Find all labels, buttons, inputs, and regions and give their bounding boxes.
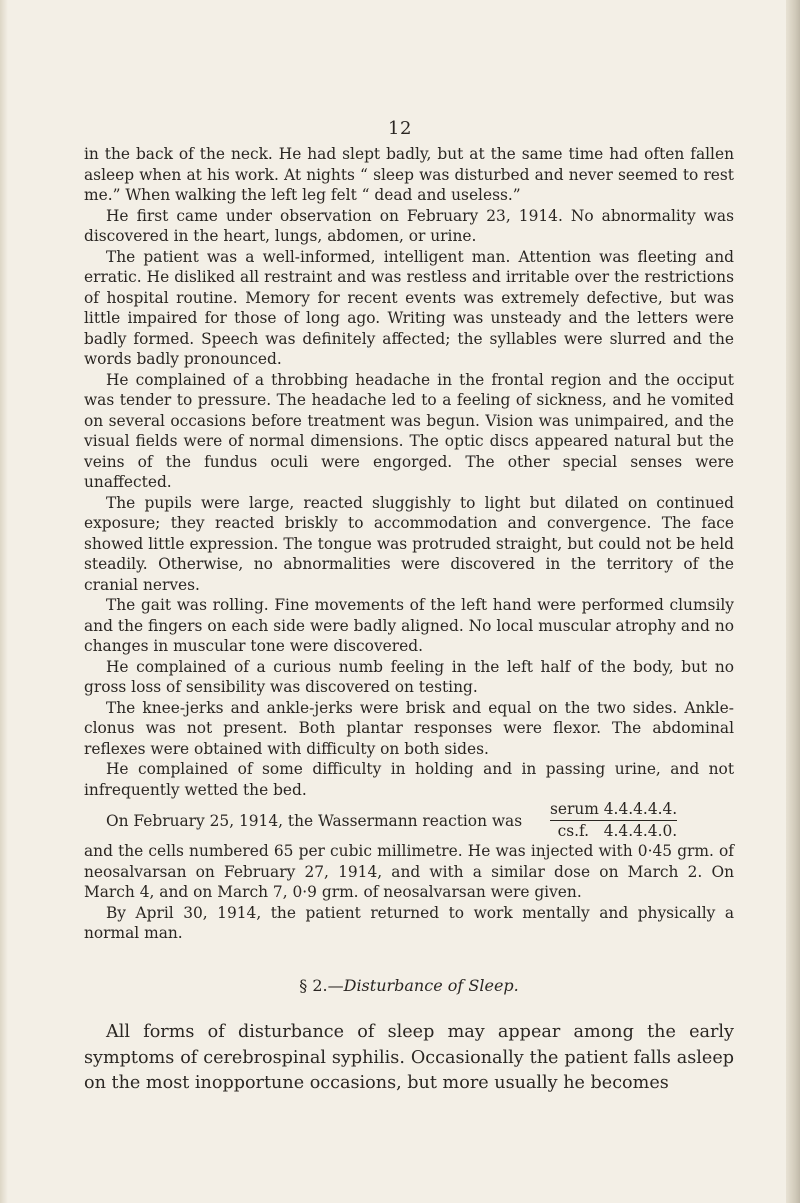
section-title: Disturbance of Sleep. xyxy=(343,975,519,995)
paragraph-treatment: and the cells numbered 65 per cubic millimetre. He was injected with 0·45 grm. of neosalvarsan on February 27, 1914, and with a similar dose on March 2. On March 4, and on March 7, 0·9 grm. of neosalvarsan were given. xyxy=(84,842,734,901)
paragraph-1: in the back of the neck. He had slept badly, but at the same time had often fallen asleep when at his work. At nights “ sleep was disturbed and never seemed to rest me.” When walking the left leg felt “ dead and useless.” xyxy=(84,145,734,204)
paragraph-7: He complained of a curious numb feeling in the left half of the body, but no gross loss of sensibility was discovered on testing. xyxy=(84,657,734,696)
section-paragraph: All forms of disturbance of sleep may appear among the early symptoms of cerebrospinal syphilis. Occasionally the patient falls asleep on the most inopportune occasions, but more usually he becomes xyxy=(84,1022,734,1093)
fraction-numerator: serum 4.4.4.4.4. xyxy=(550,800,677,821)
page-edge-right xyxy=(786,0,800,1203)
paragraph-9: He complained of some difficulty in holding and in passing urine, and not infrequently wetted the bed. xyxy=(84,760,734,799)
paragraph-outcome: By April 30, 1914, the patient returned to work mentally and physically a normal man. xyxy=(84,903,734,942)
section-heading xyxy=(84,976,734,997)
page-edge-left xyxy=(0,0,8,1203)
formula-lead-text: On February 25, 1914, the Wassermann reaction was xyxy=(106,812,523,830)
page-number: 12 xyxy=(388,118,412,139)
paragraph-3: The patient was a well-informed, intelligent man. Attention was fleeting and erratic. He disliked all restraint and was restless and irritable over the restrictions of hospital routine. Memory for recent events was extremely defective, but was little impaired for those of long ago. Writing was unsteady and the letters were badly formed. Speech was definitely affected; the syllables were slurred and the words badly pronounced. xyxy=(84,247,734,368)
wassermann-formula-line xyxy=(84,800,734,841)
fraction-denominator: cs.f. 4.4.4.4.0. xyxy=(557,822,678,840)
paragraph-2: He first came under observation on February 23, 1914. No abnormality was discovered in the heart, lungs, abdomen, or urine. xyxy=(84,206,734,245)
paragraph-5: The pupils were large, reacted sluggishly to light but dilated on continued exposure; they reacted briskly to accommodation and convergence. The face showed little expression. The tongue was protruded straight, but could not be held steadily. Otherwise, no abnormalities were discovered in the territory of the cranial nerves. xyxy=(84,493,734,594)
wassermann-fraction xyxy=(550,800,677,841)
body-text xyxy=(84,144,734,1097)
paragraph-8: The knee-jerks and ankle-jerks were brisk and equal on the two sides. Ankle-clonus was not present. Both plantar responses were flexor. The abdominal reflexes were obtained with difficulty on both sides. xyxy=(84,698,734,758)
paragraph-4: He complained of a throbbing headache in the frontal region and the occiput was tender to pressure. The headache led to a feeling of sickness, and he vomited on several occasions before treatment was begun. Vision was unimpaired, and the visual fields were of normal dimensions. The optic discs appeared natural but the veins of the fundus oculi were engorged. The other special senses were unaffected. xyxy=(84,370,734,491)
paragraph-6: The gait was rolling. Fine movements of the left hand were performed clumsily and the fingers on each side were badly aligned. No local muscular atrophy and no changes in muscular tone were discovered. xyxy=(84,596,734,655)
section-number: § 2.— xyxy=(299,975,344,995)
